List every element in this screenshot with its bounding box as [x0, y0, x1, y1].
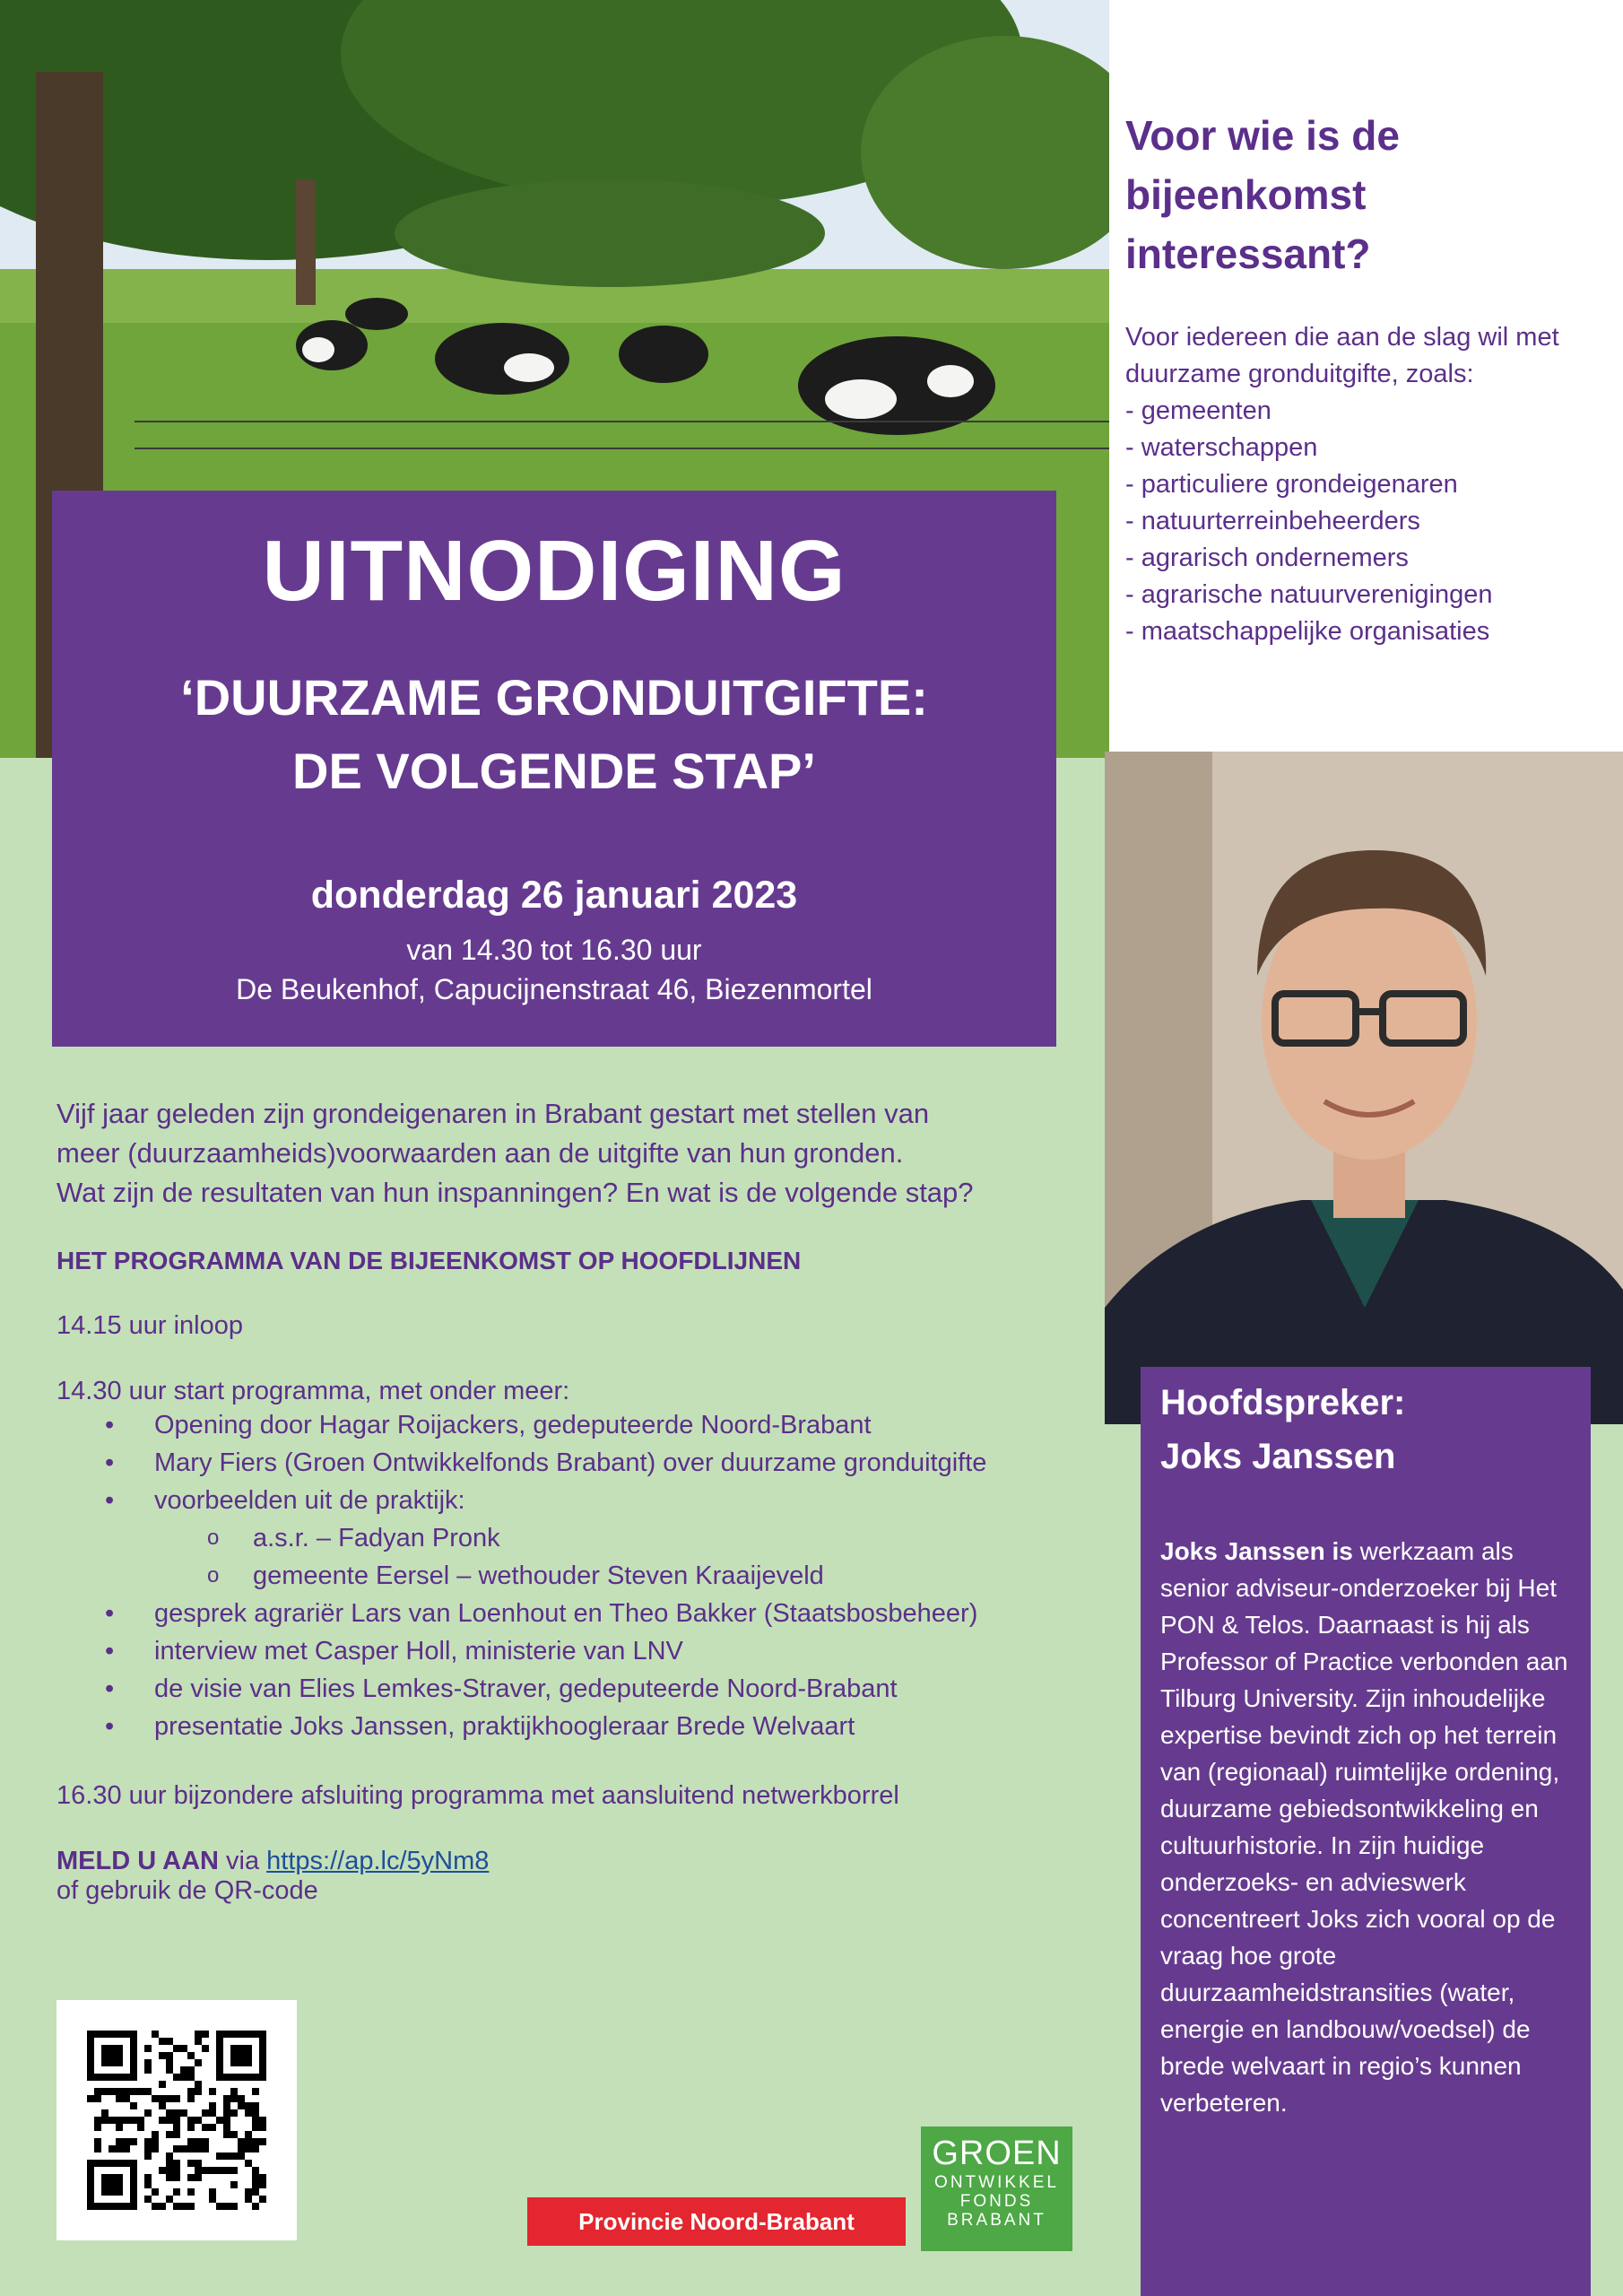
speaker-portrait-illustration: [1105, 752, 1623, 1424]
speaker-photo: [1105, 752, 1623, 1424]
signup-link[interactable]: https://ap.lc/5yNm8: [266, 1847, 490, 1875]
audience-item: - gemeenten: [1125, 396, 1271, 425]
program-start: 14.30 uur start programma, met onder meer:: [56, 1377, 570, 1405]
groen-logo-line: ONTWIKKEL: [934, 2173, 1059, 2192]
provincie-noord-brabant-logo: Provincie Noord-Brabant: [527, 2197, 906, 2246]
audience-heading-line: interessant?: [1125, 230, 1371, 277]
event-location: De Beukenhof, Capucijnenstraat 46, Biezenmortel: [236, 973, 872, 1005]
qr-instruction: of gebruik de QR-code: [56, 1876, 318, 1905]
program-subitem: o gemeente Eersel – wethouder Steven Kraaijeveld: [56, 1557, 1070, 1595]
speaker-heading: [1160, 1376, 1405, 1483]
qr-code[interactable]: [56, 2000, 297, 2240]
invitation-title: UITNODIGING: [262, 523, 846, 619]
audience-intro-line: duurzame gronduitgifte, zoals:: [1125, 360, 1474, 388]
audience-section: [1125, 106, 1614, 650]
intro-line: Wat zijn de resultaten van hun inspanningen? En wat is de volgende stap?: [56, 1177, 974, 1208]
program-inloop: 14.15 uur inloop: [56, 1311, 243, 1340]
program-section: [56, 1094, 1070, 1906]
speaker-bio-name: Joks Janssen is: [1160, 1537, 1353, 1565]
audience-heading-line: bijeenkomst: [1125, 171, 1367, 218]
audience-intro: [1125, 319, 1614, 393]
audience-heading-line: Voor wie is de: [1125, 112, 1400, 159]
groen-logo-line: FONDS: [959, 2192, 1034, 2211]
program-item: • interview met Casper Holl, ministerie van LNV: [56, 1632, 1070, 1670]
speaker-bio: [1160, 1533, 1582, 2121]
speaker-info-box: [1141, 1367, 1591, 2296]
speaker-heading-line: Joks Janssen: [1160, 1437, 1396, 1476]
program-item: • voorbeelden uit de praktijk:: [56, 1482, 1070, 1519]
program-list-continued: [56, 1595, 1070, 1745]
event-subtitle: [52, 661, 1056, 808]
program-item: • Mary Fiers (Groen Ontwikkelfonds Brabant) over duurzame gronduitgifte: [56, 1444, 1070, 1482]
signup-line: [56, 1847, 1070, 1876]
event-time: van 14.30 tot 16.30 uur: [406, 934, 702, 966]
speaker-bio-text: werkzaam als senior adviseur-onderzoeker bij Het PON & Telos. Daarnaast is hij als Professor of Practice verbonden aan Tilburg University. Zijn inhoudelijke expertise bevindt zich op het terrein van (regionaal) ruimtelijke ordening, duurzame gebiedsontwikkeling en cultuurhistorie. In zijn huidige onderzoeks- en advieswerk concentreert Joks zich vooral op de vraag hoe grote duurzaamheidstransities (water, energie en landbouw/voedsel) de brede welvaart in regio’s kunnen verbeteren.: [1160, 1537, 1568, 2117]
event-date: donderdag 26 januari 2023: [310, 874, 798, 917]
intro-paragraph: [56, 1094, 1070, 1213]
audience-item: - agrarische natuurverenigingen: [1125, 580, 1493, 609]
intro-line: meer (duurzaamheids)voorwaarden aan de uitgifte van hun gronden.: [56, 1137, 904, 1169]
audience-item: - natuurterreinbeheerders: [1125, 507, 1420, 535]
event-subtitle-line: DE VOLGENDE STAP’: [292, 743, 816, 799]
invitation-title-box: [52, 491, 1056, 1047]
audience-heading: [1125, 106, 1614, 283]
qr-code-icon: [87, 2031, 266, 2210]
program-sublist: [56, 1519, 1070, 1595]
groen-ontwikkelfonds-brabant-logo: [921, 2126, 1072, 2251]
program-heading: HET PROGRAMMA VAN DE BIJEENKOMST OP HOOFDLIJNEN: [56, 1247, 802, 1274]
intro-line: Vijf jaar geleden zijn grondeigenaren in Brabant gestart met stellen van: [56, 1098, 930, 1129]
program-item: • gesprek agrariër Lars van Loenhout en Theo Bakker (Staatsbosbeheer): [56, 1595, 1070, 1632]
program-list: [56, 1406, 1070, 1519]
program-item: • Opening door Hagar Roijackers, gedeputeerde Noord-Brabant: [56, 1406, 1070, 1444]
program-closing: 16.30 uur bijzondere afsluiting programma met aansluitend netwerkborrel: [56, 1781, 899, 1810]
signup-via: via: [218, 1847, 267, 1875]
program-subitem: o a.s.r. – Fadyan Pronk: [56, 1519, 1070, 1557]
event-subtitle-line: ‘DUURZAME GRONDUITGIFTE:: [180, 669, 928, 726]
groen-logo-line: GROEN: [932, 2135, 1062, 2172]
audience-intro-line: Voor iedereen die aan de slag wil met: [1125, 323, 1559, 352]
audience-item: - maatschappelijke organisaties: [1125, 617, 1490, 646]
audience-item: - waterschappen: [1125, 433, 1318, 462]
audience-item: - agrarisch ondernemers: [1125, 544, 1409, 572]
speaker-heading-line: Hoofdspreker:: [1160, 1383, 1406, 1422]
program-item: • presentatie Joks Janssen, praktijkhoogleraar Brede Welvaart: [56, 1708, 1070, 1745]
signup-label: MELD U AAN: [56, 1847, 219, 1875]
audience-list: [1125, 393, 1614, 650]
audience-item: - particuliere grondeigenaren: [1125, 470, 1458, 499]
program-item: • de visie van Elies Lemkes-Straver, gedeputeerde Noord-Brabant: [56, 1670, 1070, 1708]
groen-logo-line: BRABANT: [947, 2211, 1046, 2230]
